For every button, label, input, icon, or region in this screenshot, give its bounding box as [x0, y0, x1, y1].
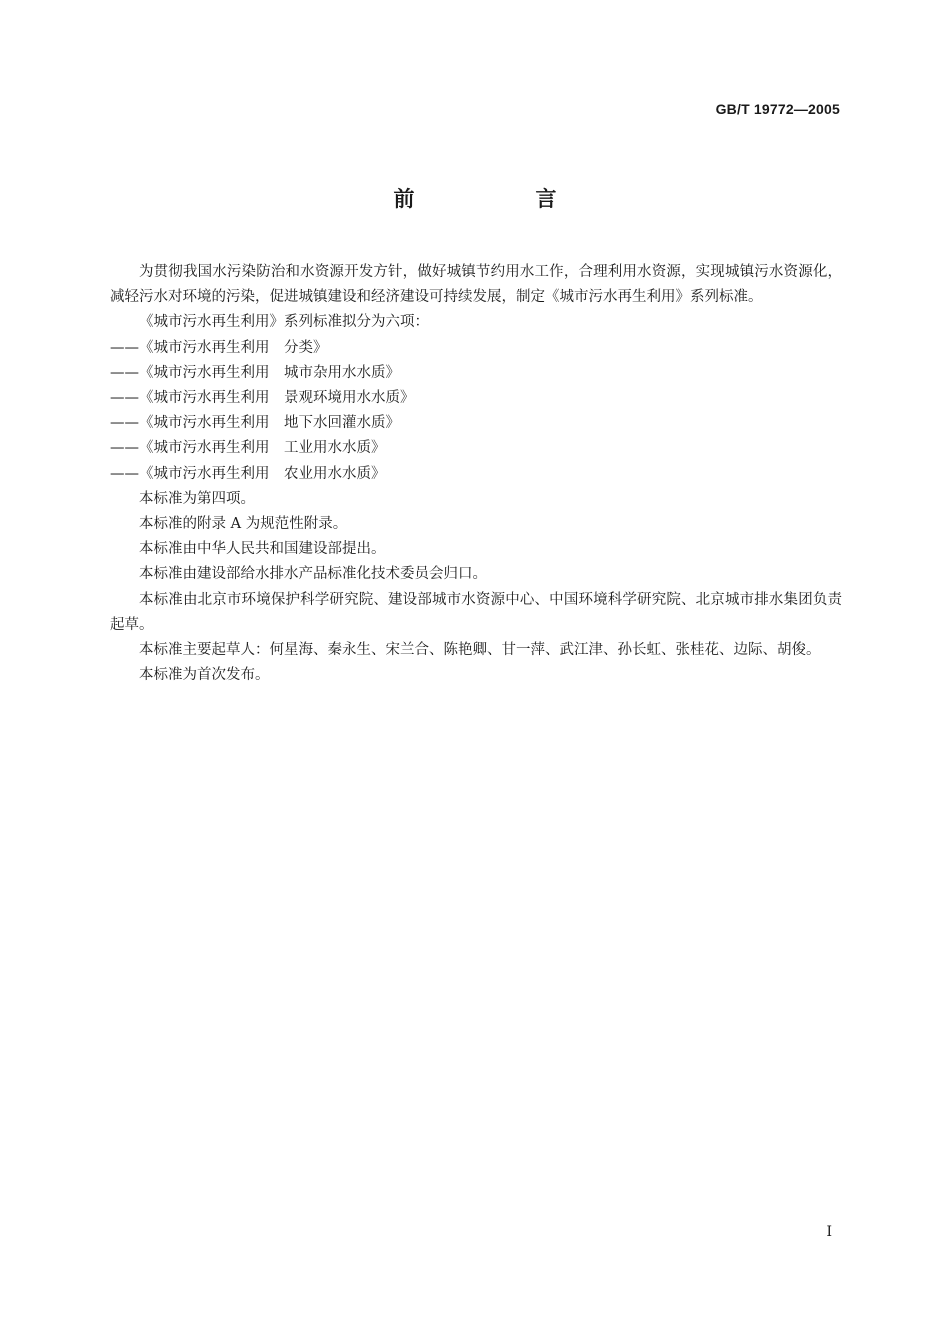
series-item-6: ——《城市污水再生利用 农业用水水质》 [110, 465, 386, 482]
series-item-5: ——《城市污水再生利用 工业用水水质》 [110, 440, 386, 457]
statement-committee: 本标准由建设部给水排水产品标准化技术委员会归口。 [139, 566, 487, 583]
series-item-3: ——《城市污水再生利用 景观环境用水水质》 [110, 390, 415, 407]
page-number: I [826, 1224, 832, 1240]
statement-first-release: 本标准为首次发布。 [139, 667, 270, 684]
standard-code: GB/T 19772—2005 [715, 101, 840, 117]
statement-drafters: 本标准主要起草人：何星海、秦永生、宋兰合、陈艳卿、甘一萍、武江津、孙长虹、张桂花、边际、胡俊。 [139, 642, 821, 659]
statement-annex: 本标准的附录 A 为规范性附录。 [139, 516, 348, 533]
intro-paragraph: 为贯彻我国水污染防治和水资源开发方针，做好城镇节约用水工作，合理利用水资源，实现城镇污水资源化，减轻污水对环境的污染，促进城镇建设和经济建设可持续发展，制定《城市污水再生利用》系列标准。 [110, 264, 842, 306]
series-item-1: ——《城市污水再生利用 分类》 [110, 339, 328, 356]
series-item-4: ——《城市污水再生利用 地下水回灌水质》 [110, 415, 400, 432]
series-intro: 《城市污水再生利用》系列标准拟分为六项： [139, 314, 429, 331]
page-title: 前 言 [393, 187, 607, 211]
foreword-body [110, 260, 842, 688]
statement-item-number: 本标准为第四项。 [139, 490, 255, 507]
statement-drafting-units: 本标准由北京市环境保护科学研究院、建设部城市水资源中心、中国环境科学研究院、北京城市排水集团负责起草。 [110, 591, 842, 633]
series-item-2: ——《城市污水再生利用 城市杂用水水质》 [110, 364, 400, 381]
statement-proposer: 本标准由中华人民共和国建设部提出。 [139, 541, 386, 558]
